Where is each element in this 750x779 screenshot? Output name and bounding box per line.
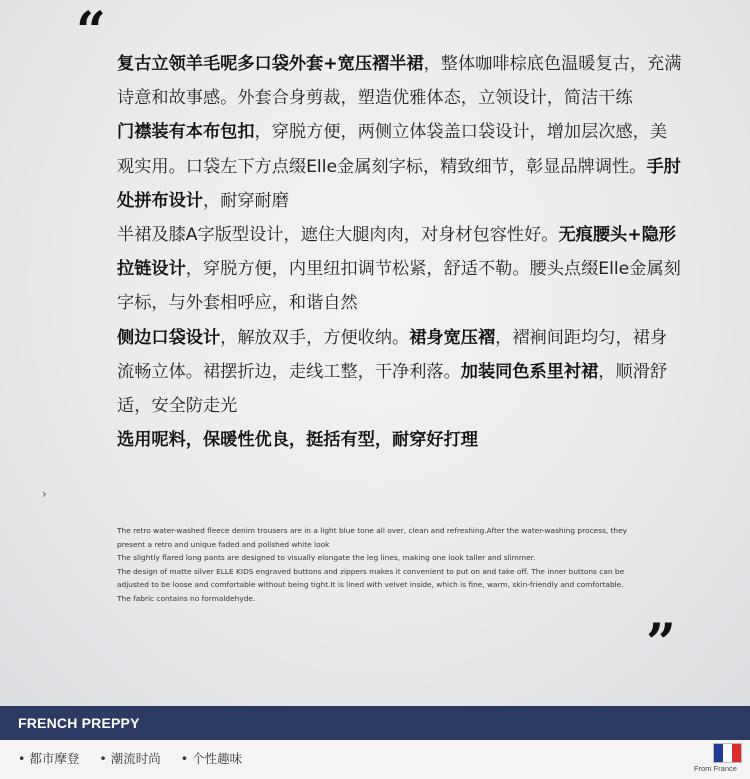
flag-stripe <box>714 744 723 762</box>
description-paragraph <box>117 423 682 457</box>
flag-stripe <box>723 744 732 762</box>
body-text: ，解放双手，方便收纳。 <box>220 327 410 348</box>
body-text: ，穿脱方便，内里纽扣调节松紧，舒适不勒。腰头点缀Elle金属刻字标，与外套相呼应，和谐自然 <box>117 259 681 314</box>
flag-stripe <box>732 744 741 762</box>
open-quote-mark: “ <box>76 1 106 62</box>
style-tag: • 个性趣味 <box>180 751 243 766</box>
brand-bar-title: FRENCH PREPPY <box>18 715 140 731</box>
highlight-text: 复古立领羊毛呢多口袋外套+宽压褶半裙 <box>117 54 424 74</box>
highlight-text: 无痕腰头+隐形拉链设计 <box>117 225 676 280</box>
highlight-text: 门襟装有本布包扣 <box>117 122 255 143</box>
description-paragraph <box>117 47 682 115</box>
description-paragraph <box>117 218 682 321</box>
body-text: ，穿脱方便，两侧立体袋盖口袋设计，增加层次感，美观实用。口袋左下方点缀Elle金属刻字标，精致细节，彰显品牌调性。 <box>117 122 668 177</box>
france-flag-icon <box>713 743 742 763</box>
english-line: The fabric contains no formaldehyde. <box>117 593 256 603</box>
body-text: 半裙及膝A字版型设计，遮住大腿肉肉，对身材包容性好。 <box>117 225 559 246</box>
style-tag: • 都市摩登 <box>18 751 80 766</box>
body-text: ，整体咖啡棕底色温暖复古，充满诗意和故事感。外套合身剪裁，塑造优雅体态，立领设计，简洁干练 <box>117 54 682 109</box>
description-paragraph <box>117 115 682 218</box>
from-france-label: From France <box>694 764 737 773</box>
highlight-text: 加装同色系里衬裙 <box>460 361 599 382</box>
footer <box>0 740 750 779</box>
description-paragraph <box>117 321 682 424</box>
style-tag: • 潮流时尚 <box>99 751 161 766</box>
highlight-text: 手肘处拼布设计 <box>117 156 681 211</box>
chinese-description <box>117 47 682 457</box>
highlight-text: 裙身宽压褶 <box>409 327 496 348</box>
english-description <box>117 524 657 606</box>
body-text: ，褶裥间距均匀，裙身流畅立体。裙摆折边，走线工整，干净利落。 <box>117 327 668 382</box>
english-line: The slightly flared long pants are designed to visually elongate the leg lines, making one look taller and slimmer. <box>117 553 536 563</box>
english-line: The retro water-washed fleece denim trousers are in a light blue tone all over, clean and refreshing.After the water-washing process, they present a retro and unique faded and polished white look <box>117 526 627 549</box>
highlight-text: 侧边口袋设计 <box>117 327 221 348</box>
highlight-text: 选用呢料，保暖性优良，挺括有型，耐穿好打理 <box>117 430 478 451</box>
body-text: ，顺滑舒适，安全防走光 <box>117 361 668 417</box>
english-line: The design of matte silver ELLE KIDS engraved buttons and zippers makes it convenient to put on and take off. The inner buttons can be adjusted to be loose and comfortable without being tight.It is lined with velvet inside, which is fine, warm, skin-friendly and comfortable. <box>117 566 625 590</box>
close-quote-mark: ” <box>646 613 676 674</box>
side-arrow-mark: › <box>42 487 47 501</box>
body-text: ，耐穿耐磨 <box>202 190 289 211</box>
brand-bar <box>0 706 750 740</box>
style-tags <box>18 749 262 767</box>
